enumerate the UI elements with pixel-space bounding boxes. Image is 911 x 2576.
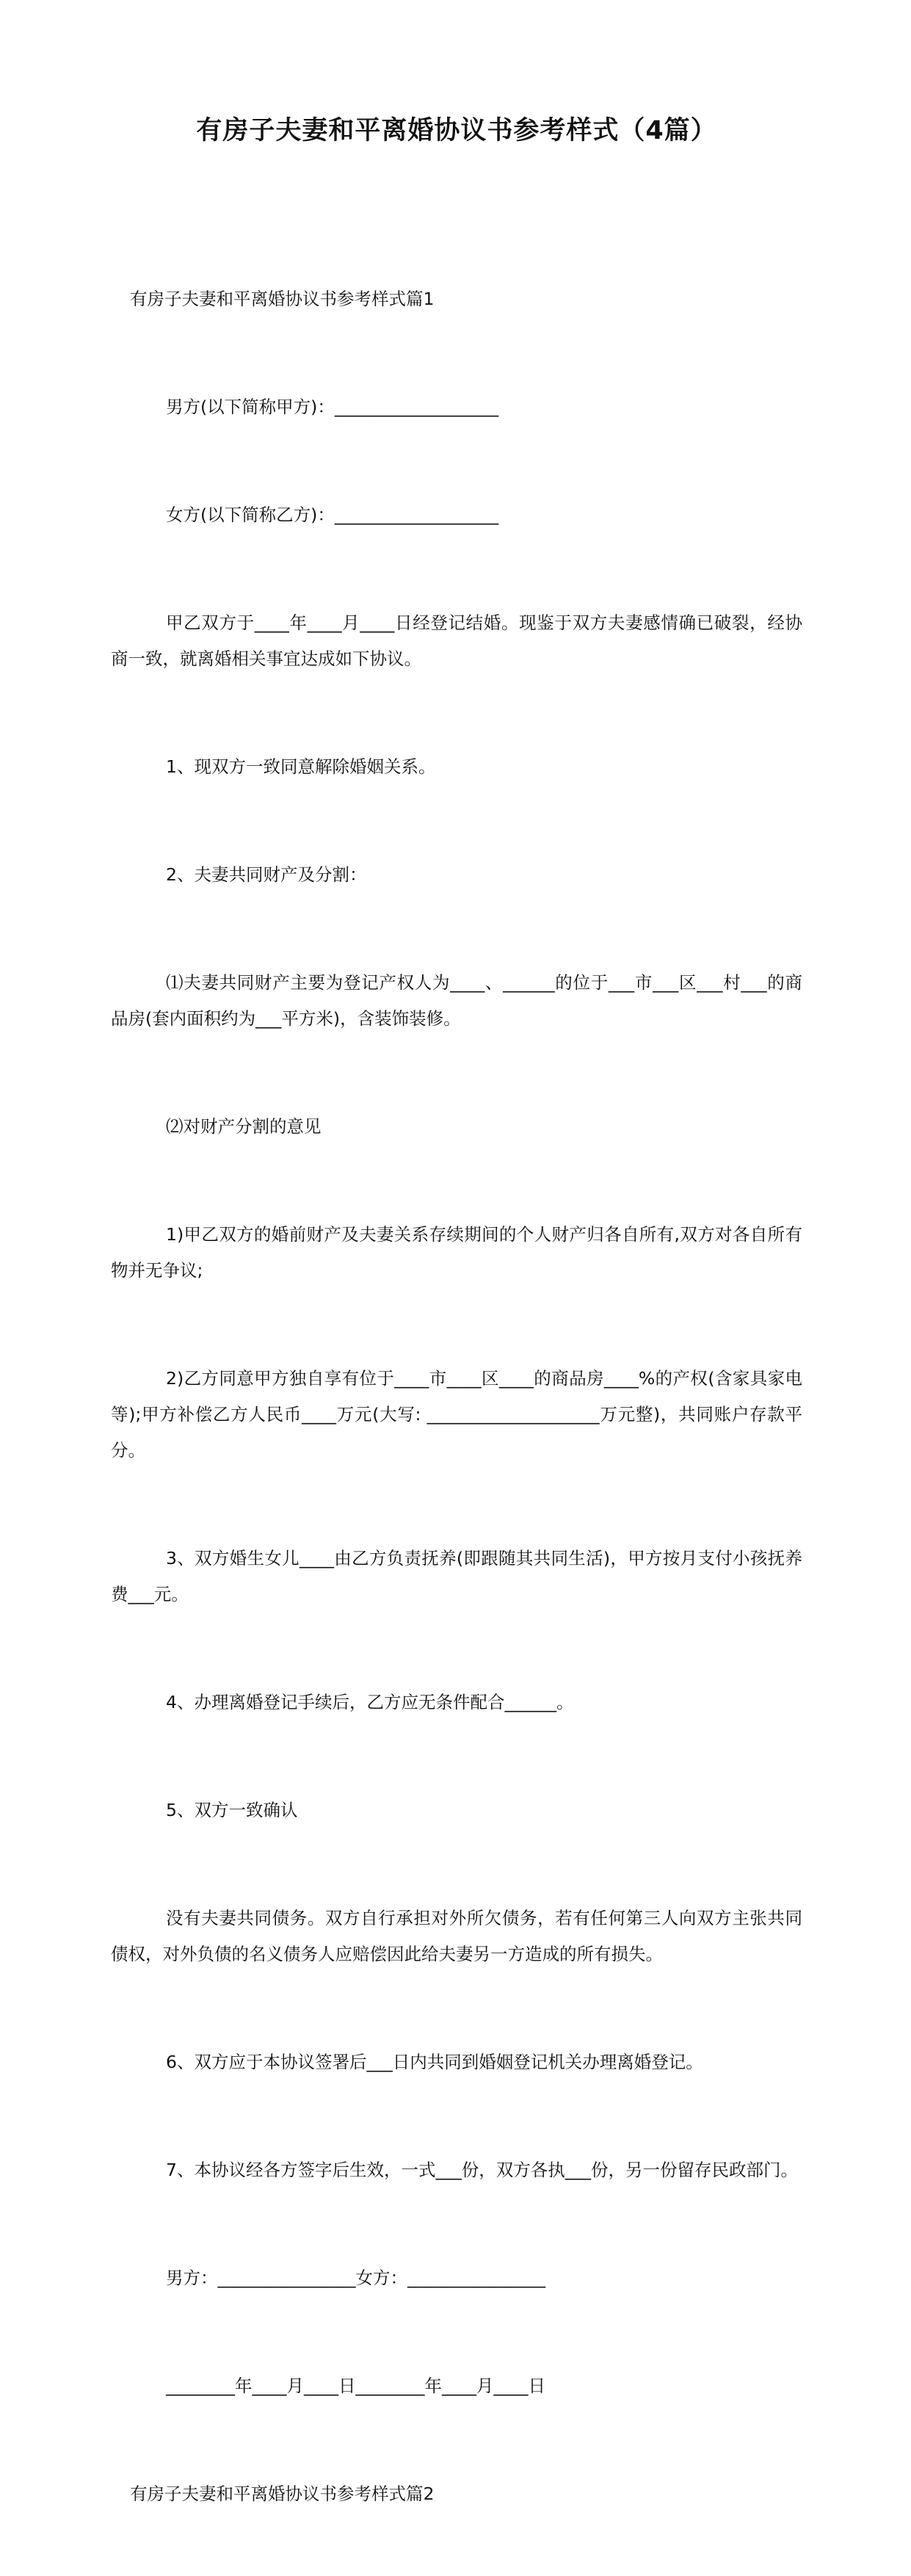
clause-1: 1、现双方一致同意解除婚姻关系。: [166, 756, 436, 777]
clause-5: 5、双方一致确认: [166, 1800, 298, 1820]
date-line: ________年____月____日________年____月____日: [166, 2376, 545, 2396]
section-2-heading: 有房子夫妻和平离婚协议书参考样式篇2: [130, 2483, 435, 2504]
clause-2: 2、夫妻共同财产及分割：: [166, 864, 367, 885]
document-title: 有房子夫妻和平离婚协议书参考样式（4篇）: [196, 116, 717, 145]
party-female-line: 女方(以下简称乙方)：___________________: [166, 504, 499, 525]
clause-2-2-2: 2)乙方同意甲方独自享有位于____市____区____的商品房____%的产权(含家具家电等);甲方补偿乙方人民币____万元(大写: ____________________万元整)，共同账户存款平分。: [111, 1368, 802, 1461]
clause-2-2: ⑵对财产分割的意见: [166, 1116, 322, 1137]
clause-2-1: ⑴夫妻共同财产主要为登记产权人为____、______的位于___市___区___村___的商品房(套内面积约为___平方米)，含装饰装修。: [111, 972, 802, 1029]
document-body: [111, 209, 802, 2576]
clause-6: 6、双方应于本协议签署后___日内共同到婚姻登记机关办理离婚登记。: [166, 2052, 703, 2072]
clause-5-text: 没有夫妻共同债务。双方自行承担对外所欠债务，若有任何第三人向双方主张共同债权，对外负债的名义债务人应赔偿因此给夫妻另一方造成的所有损失。: [111, 1908, 802, 1964]
clause-7: 7、本协议经各方签字后生效，一式___份，双方各执___份，另一份留存民政部门。: [166, 2160, 798, 2180]
clause-4: 4、办理离婚登记手续后，乙方应无条件配合______。: [166, 1692, 574, 1712]
signature-line: 男方：________________女方：________________: [166, 2268, 545, 2288]
clause-3: 3、双方婚生女儿____由乙方负责抚养(即跟随其共同生活)，甲方按月支付小孩抚养费___元。: [111, 1548, 802, 1604]
party-male-line: 男方(以下简称甲方)：___________________: [166, 397, 499, 417]
clause-2-2-1: 1)甲乙双方的婚前财产及夫妻关系存续期间的个人财产归各自所有,双方对各自所有物并无争议;: [111, 1224, 802, 1281]
section-1-heading: 有房子夫妻和平离婚协议书参考样式篇1: [130, 289, 435, 309]
intro-paragraph: 甲乙双方于____年____月____日经登记结婚。现鉴于双方夫妻感情确已破裂，经协商一致，就离婚相关事宜达成如下协议。: [111, 612, 802, 669]
